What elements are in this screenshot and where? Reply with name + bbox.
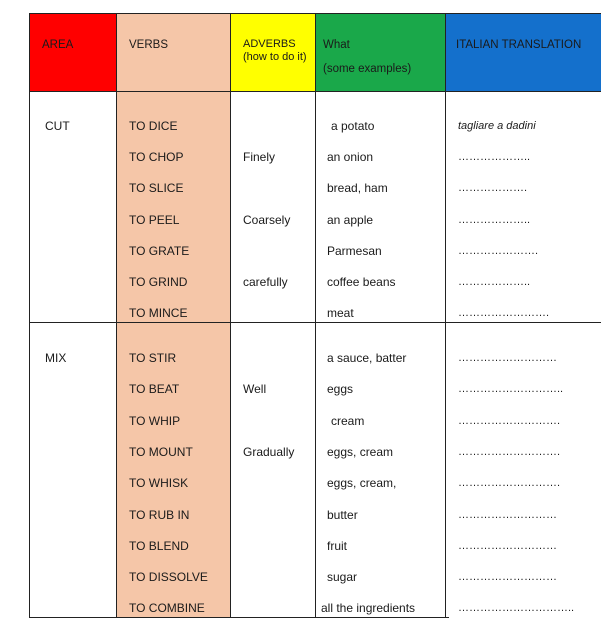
translation-cell: ……………….	[458, 182, 528, 195]
header-italian	[446, 14, 601, 92]
translation-cell: …………………….	[458, 307, 550, 320]
translation-cell: ………………………..	[458, 383, 564, 396]
example-cell: butter	[327, 507, 358, 522]
example-cell: an apple	[327, 212, 374, 227]
verb-cell: TO PEEL	[129, 212, 180, 227]
translation-cell: ………………………	[458, 571, 557, 584]
header-adverbs-label: ADVERBS (how to do it)	[243, 38, 307, 63]
example-cell: sugar	[327, 570, 358, 585]
adverb-cell: Coarsely	[243, 212, 291, 227]
header-verbs	[117, 14, 230, 92]
cooking-verbs-table	[29, 13, 601, 618]
translation-cell: ………………………	[458, 508, 557, 521]
header-what-label: What	[323, 39, 350, 51]
verb-cell: TO RUB IN	[129, 507, 190, 522]
header-area-label: AREA	[42, 39, 74, 51]
translation-cell: …………………………..	[458, 602, 575, 615]
verb-cell: TO WHISK	[129, 476, 189, 491]
verb-cell: TO DISSOLVE	[129, 570, 208, 585]
example-cell: fruit	[327, 538, 348, 553]
adverb-cell: Finely	[243, 150, 276, 165]
verb-cell: TO COMBINE	[129, 601, 205, 616]
example-cell: a sauce, batter	[327, 351, 407, 365]
header-adverbs	[231, 14, 315, 92]
verb-cell: TO WHIP	[129, 413, 181, 428]
verb-cell: TO SLICE	[129, 181, 184, 196]
translation-cell: ……………………….	[458, 445, 561, 458]
verb-cell: TO BLEND	[129, 538, 189, 553]
verb-cell: TO BEAT	[129, 382, 180, 397]
area-label: MIX	[45, 351, 67, 365]
example-cell: eggs	[327, 382, 354, 397]
example-cell: cream	[331, 413, 365, 428]
header-what-sub: (some examples)	[323, 63, 412, 75]
col-border-3	[315, 13, 316, 618]
verb-cell: TO CHOP	[129, 150, 184, 165]
translation-cell: ………………………	[458, 539, 557, 552]
example-cell: eggs, cream,	[327, 476, 397, 491]
example-cell: bread, ham	[327, 181, 388, 196]
example-cell: all the ingredients	[321, 601, 416, 616]
translation-cell: ……………………….	[458, 414, 561, 427]
header-area	[30, 14, 116, 92]
translation-cell: ………………………	[458, 352, 557, 364]
verb-cell: TO STIR	[129, 351, 177, 365]
translation-cell: ………………..	[458, 276, 531, 288]
verb-cell: TO GRATE	[129, 243, 190, 258]
translation-cell: ………………..	[458, 213, 531, 226]
col-border-0	[29, 13, 30, 618]
verb-cell: TO DICE	[129, 119, 178, 133]
verb-cell: TO MINCE	[129, 306, 188, 321]
adverb-cell: Gradually	[243, 444, 295, 459]
header-italian-label: ITALIAN TRANSLATION	[456, 39, 582, 51]
area-label: CUT	[45, 119, 70, 133]
translation-cell: ………………….	[458, 244, 539, 257]
col-border-4	[445, 13, 446, 618]
header-what	[316, 14, 445, 92]
verb-cell: TO MOUNT	[129, 444, 193, 459]
adverb-cell: carefully	[243, 275, 288, 289]
header-verbs-label: VERBS	[129, 39, 168, 51]
col-border-2	[230, 13, 231, 618]
example-cell: meat	[327, 306, 354, 321]
bottom-border	[29, 617, 449, 618]
example-cell: coffee beans	[327, 275, 396, 289]
translation-cell: ……………………….	[458, 477, 561, 490]
translation-cell: ………………..	[458, 151, 531, 164]
example-cell: a potato	[331, 119, 375, 133]
translation-cell: tagliare a dadini	[458, 120, 536, 132]
adverb-cell: Well	[243, 382, 267, 397]
example-cell: Parmesan	[327, 243, 382, 258]
verb-cell: TO GRIND	[129, 275, 188, 289]
example-cell: eggs, cream	[327, 444, 394, 459]
col-border-1	[116, 13, 117, 618]
example-cell: an onion	[327, 150, 374, 165]
